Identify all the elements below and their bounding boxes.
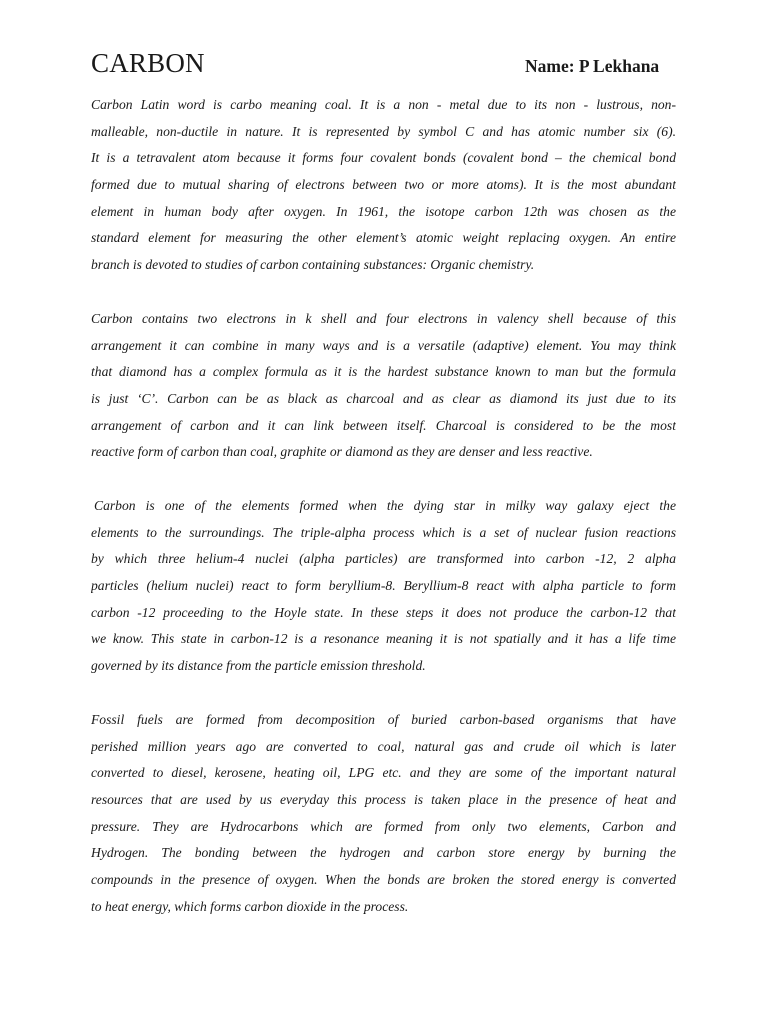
paragraph-line: resources that are used by us everyday this process is taken place in the presence of heat and <box>91 792 676 808</box>
paragraph-line: arrangement of carbon and it can link between itself. Charcoal is considered to be the most <box>91 417 676 433</box>
paragraph-line: malleable, non-ductile in nature. It is represented by symbol C and has atomic number six (6). <box>91 123 676 139</box>
paragraph-line: Carbon Latin word is carbo meaning coal. It is a non - metal due to its non - lustrous, non- <box>91 97 676 112</box>
paragraph-2 <box>91 306 676 466</box>
paragraph-line: standard element for measuring the other element’s atomic weight replacing oxygen. An entire <box>91 230 676 246</box>
paragraph-line: reactive form of carbon than coal, graphite or diamond as they are denser and less reactive. <box>91 444 593 460</box>
paragraph-line: Carbon contains two electrons in k shell and four electrons in valency shell because of this <box>91 311 676 326</box>
paragraph-line: Hydrogen. The bonding between the hydrogen and carbon store energy by burning the <box>91 845 676 861</box>
paragraph-line: that diamond has a complex formula as it is the hardest substance known to man but the formula <box>91 364 676 380</box>
paragraph-line: carbon -12 proceeding to the Hoyle state. In these steps it does not produce the carbon-12 that <box>91 604 676 620</box>
paragraph-line: is just ‘C’. Carbon can be as black as charcoal and as clear as diamond its just due to its <box>91 391 676 407</box>
paragraph-line: formed due to mutual sharing of electrons between two or more atoms). It is the most abundant <box>91 177 676 193</box>
paragraph-line: particles (helium nuclei) react to form beryllium-8. Beryllium-8 react with alpha particle to form <box>91 578 676 594</box>
paragraph-line: by which three helium-4 nuclei (alpha particles) are transformed into carbon -12, 2 alpha <box>91 551 676 567</box>
paragraph-line: to heat energy, which forms carbon dioxide in the process. <box>91 898 409 914</box>
paragraph-line: Fossil fuels are formed from decomposition of buried carbon-based organisms that have <box>91 712 676 727</box>
paragraph-4 <box>91 707 676 921</box>
paragraph-line: elements to the surroundings. The triple-alpha process which is a set of nuclear fusion reactions <box>91 524 676 540</box>
paragraph-line: Carbon is one of the elements formed when the dying star in milky way galaxy eject the <box>94 498 676 513</box>
paragraph-line: perished million years ago are converted to coal, natural gas and crude oil which is later <box>91 738 676 754</box>
paragraph-line: we know. This state in carbon-12 is a resonance meaning it is not spatially and it has a life time <box>91 631 676 647</box>
paragraph-3 <box>91 493 676 680</box>
paragraph-line: arrangement it can combine in many ways and is a versatile (adaptive) element. You may think <box>91 337 676 353</box>
paragraph-line: converted to diesel, kerosene, heating oil, LPG etc. and they are some of the important natural <box>91 765 676 781</box>
document-title: CARBON <box>91 48 205 78</box>
paragraph-line: element in human body after oxygen. In 1961, the isotope carbon 12th was chosen as the <box>91 203 676 219</box>
paragraph-line: pressure. They are Hydrocarbons which are formed from only two elements, Carbon and <box>91 818 676 834</box>
paragraph-line: governed by its distance from the particle emission threshold. <box>91 658 426 674</box>
paragraph-line: It is a tetravalent atom because it forms four covalent bonds (covalent bond – the chemical bond <box>91 150 676 166</box>
paragraph-line: branch is devoted to studies of carbon containing substances: Organic chemistry. <box>91 257 535 273</box>
paragraph-1 <box>91 92 676 279</box>
paragraph-line: compounds in the presence of oxygen. When the bonds are broken the stored energy is converted <box>91 872 676 888</box>
author-name: Name: P Lekhana <box>525 56 660 76</box>
